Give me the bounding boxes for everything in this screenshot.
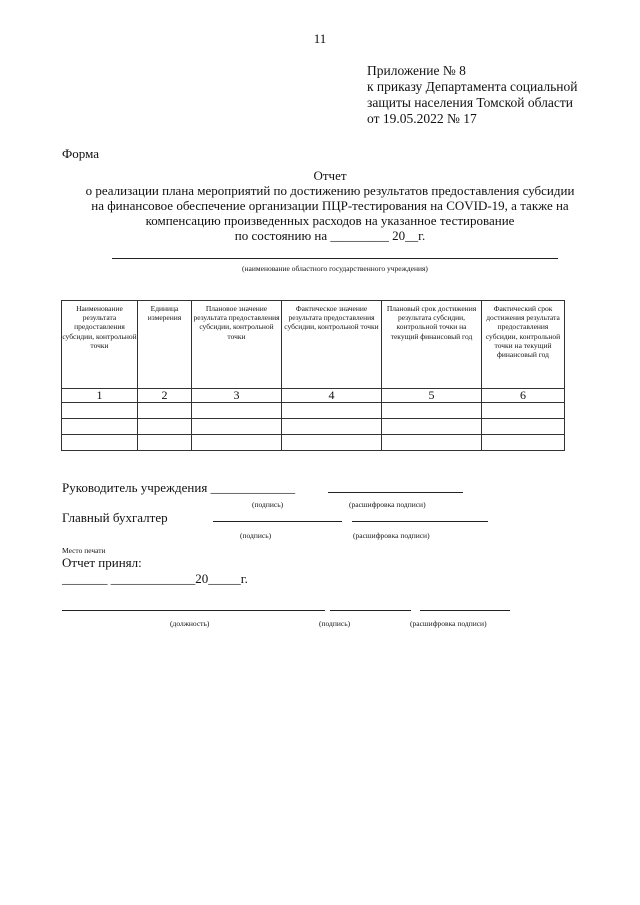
header-cell: Единица измерения bbox=[138, 301, 192, 389]
table-row bbox=[62, 419, 565, 435]
head-signature-caption: (подпись) bbox=[252, 500, 284, 509]
column-number: 1 bbox=[62, 389, 138, 403]
title-heading: Отчет bbox=[313, 168, 347, 183]
column-number: 4 bbox=[282, 389, 382, 403]
accepted-signature-caption: (подпись) bbox=[319, 619, 351, 628]
column-number: 5 bbox=[382, 389, 482, 403]
accepted-label: Отчет принял: bbox=[62, 555, 142, 570]
table-cell[interactable] bbox=[482, 403, 565, 419]
position-caption: (должность) bbox=[170, 619, 210, 628]
table-cell[interactable] bbox=[62, 419, 138, 435]
table-cell[interactable] bbox=[138, 419, 192, 435]
column-number: 2 bbox=[138, 389, 192, 403]
column-number: 6 bbox=[482, 389, 565, 403]
position-line bbox=[62, 610, 325, 611]
table-cell[interactable] bbox=[138, 403, 192, 419]
accountant-decoding-caption: (расшифровка подписи) bbox=[353, 531, 430, 540]
head-signature-label: Руководитель учреждения _____________ bbox=[62, 480, 296, 495]
appendix-line-4: от 19.05.2022 № 17 bbox=[367, 111, 477, 126]
table-cell[interactable] bbox=[482, 419, 565, 435]
accountant-decoding-line bbox=[352, 521, 488, 522]
appendix-line-2: к приказу Департамента социальной bbox=[367, 79, 578, 94]
table-cell[interactable] bbox=[282, 435, 382, 451]
table-cell[interactable] bbox=[282, 419, 382, 435]
accepted-decoding-caption: (расшифровка подписи) bbox=[410, 619, 487, 628]
table-cell[interactable] bbox=[138, 435, 192, 451]
title-line-2: на финансовое обеспечение организации ПЦР-тестирования на COVID-19, а также на bbox=[91, 198, 569, 213]
table-cell[interactable] bbox=[192, 419, 282, 435]
column-number: 3 bbox=[192, 389, 282, 403]
table-cell[interactable] bbox=[382, 419, 482, 435]
accepted-signature-line bbox=[330, 610, 411, 611]
appendix-line-1: Приложение № 8 bbox=[367, 63, 466, 78]
table-cell[interactable] bbox=[282, 403, 382, 419]
appendix-line-3: защиты населения Томской области bbox=[367, 95, 574, 110]
accepted-decoding-line bbox=[420, 610, 510, 611]
header-cell: Фактический срок достижения результата предоставления субсидии, контрольной точки на текущий финансовый год bbox=[482, 301, 565, 389]
table-cell[interactable] bbox=[62, 435, 138, 451]
report-table bbox=[61, 300, 565, 451]
head-decoding-line bbox=[328, 492, 463, 493]
stamp-place-label: Место печати bbox=[62, 546, 106, 555]
table-row bbox=[62, 403, 565, 419]
institution-caption: (наименование областного государственного учреждения) bbox=[242, 264, 428, 273]
page-number: 11 bbox=[313, 31, 327, 46]
header-cell: Плановый срок достижения результата субсидии, контрольной точки на текущий финансовый год bbox=[382, 301, 482, 389]
form-label: Форма bbox=[62, 146, 99, 161]
appendix-header bbox=[367, 63, 577, 127]
table-cell[interactable] bbox=[382, 435, 482, 451]
title-line-3: компенсацию произведенных расходов на указанное тестирование bbox=[145, 213, 515, 228]
accountant-signature-line bbox=[213, 521, 342, 522]
title-line-4: по состоянию на _________ 20__г. bbox=[234, 228, 426, 243]
table-cell[interactable] bbox=[62, 403, 138, 419]
title-line-1: о реализации плана мероприятий по достижению результатов предоставления субсидии bbox=[85, 183, 575, 198]
report-title bbox=[80, 168, 580, 243]
table-row bbox=[62, 435, 565, 451]
head-decoding-caption: (расшифровка подписи) bbox=[349, 500, 426, 509]
table-cell[interactable] bbox=[192, 435, 282, 451]
table-number-row bbox=[62, 389, 565, 403]
header-cell: Фактическое значение результата предоставления субсидии, контрольной точки bbox=[282, 301, 382, 389]
accountant-signature-caption: (подпись) bbox=[240, 531, 272, 540]
table-header-row bbox=[62, 301, 565, 389]
table-cell[interactable] bbox=[192, 403, 282, 419]
table-cell[interactable] bbox=[482, 435, 565, 451]
header-cell: Плановое значение результата предоставления субсидии, контрольной точки bbox=[192, 301, 282, 389]
accepted-date: _______ _____________20_____г. bbox=[62, 571, 248, 586]
header-cell: Наименование результата предоставления субсидии, контрольной точки bbox=[62, 301, 138, 389]
table-cell[interactable] bbox=[382, 403, 482, 419]
chief-accountant-label: Главный бухгалтер bbox=[62, 510, 168, 525]
institution-line bbox=[112, 258, 558, 259]
